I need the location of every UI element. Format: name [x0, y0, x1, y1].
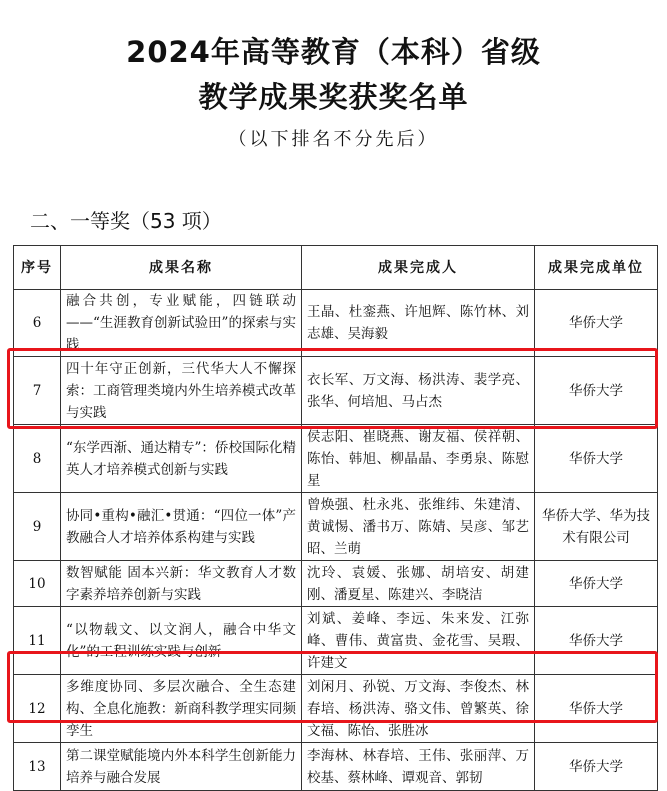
- table-row: [14, 675, 658, 743]
- row-unit: 华侨大学、华为技术有限公司: [535, 493, 658, 561]
- row-people: 刘斌、姜峰、李远、朱来发、江弥峰、曹伟、黄富贵、金花雪、吴瑕、许建文: [302, 607, 535, 675]
- row-achievement-name: “东学西渐、通达精专”：侨校国际化精英人才培养模式创新与实践: [61, 425, 302, 493]
- page-title-line2: 教学成果奖获奖名单: [198, 80, 469, 114]
- table-row: [14, 493, 658, 561]
- section-heading: 二、一等奖（53 项）: [30, 209, 222, 233]
- row-people: 李海林、林春培、王伟、张丽萍、万校基、蔡林峰、谭观音、郭韧: [302, 743, 535, 791]
- row-people: 沈玲、袁媛、张娜、胡培安、胡建刚、潘夏星、陈建兴、李晓洁: [302, 561, 535, 607]
- row-people: 侯志阳、崔晓燕、谢友福、侯祥朝、陈怡、韩旭、柳晶晶、李勇泉、陈慰星: [302, 425, 535, 493]
- row-people: 衣长军、万文海、杨洪涛、裴学亮、张华、何培旭、马占杰: [302, 357, 535, 425]
- row-no: 10: [14, 561, 61, 607]
- page-title-line1: 2024年高等教育（本科）省级: [126, 35, 541, 69]
- row-achievement-name: 第二课堂赋能境内外本科学生创新能力培养与融合发展: [61, 743, 302, 791]
- table-row: [14, 743, 658, 791]
- table-row: [14, 425, 658, 493]
- row-no: 11: [14, 607, 61, 675]
- row-unit: 华侨大学: [535, 425, 658, 493]
- table-row: [14, 357, 658, 425]
- row-no: 12: [14, 675, 61, 743]
- col-header-name: 成果名称: [61, 246, 302, 290]
- row-unit: 华侨大学: [535, 675, 658, 743]
- row-people: 王晶、杜銮燕、许旭辉、陈竹林、刘志雄、吴海毅: [302, 290, 535, 357]
- row-no: 6: [14, 290, 61, 357]
- row-no: 9: [14, 493, 61, 561]
- row-no: 8: [14, 425, 61, 493]
- row-achievement-name: 数智赋能 固本兴新：华文教育人才数字素养培养创新与实践: [61, 561, 302, 607]
- table-row: [14, 561, 658, 607]
- row-unit: 华侨大学: [535, 561, 658, 607]
- row-unit: 华侨大学: [535, 743, 658, 791]
- row-achievement-name: 四十年守正创新，三代华大人不懈探索：工商管理类境内外生培养模式改革与实践: [61, 357, 302, 425]
- award-table: [13, 245, 658, 791]
- row-people: 刘闲月、孙锐、万文海、李俊杰、林春培、杨洪涛、骆文伟、曾繁英、徐文福、陈怡、张胜冰: [302, 675, 535, 743]
- row-people: 曾焕强、杜永兆、张维纬、朱建清、黄诚惕、潘书万、陈婧、吴彦、邹艺昭、兰萌: [302, 493, 535, 561]
- row-achievement-name: 多维度协同、多层次融合、全生态建构、全息化施教：新商科教学理实同频孪生: [61, 675, 302, 743]
- col-header-no: 序号: [14, 246, 61, 290]
- page-subtitle: （以下排名不分先后）: [228, 129, 439, 150]
- row-unit: 华侨大学: [535, 607, 658, 675]
- col-header-people: 成果完成人: [302, 246, 535, 290]
- row-achievement-name: 协同•重构•融汇•贯通：“四位一体”产教融合人才培养体系构建与实践: [61, 493, 302, 561]
- table-row: [14, 290, 658, 357]
- row-no: 13: [14, 743, 61, 791]
- row-unit: 华侨大学: [535, 290, 658, 357]
- col-header-unit: 成果完成单位: [535, 246, 658, 290]
- table-header-row: [14, 246, 658, 290]
- row-achievement-name: 融合共创，专业赋能，四链联动——“生涯教育创新试验田”的探索与实践: [61, 290, 302, 357]
- row-unit: 华侨大学: [535, 357, 658, 425]
- row-achievement-name: “以物载文、以文润人，融合中华文化”的工程训练实践与创新: [61, 607, 302, 675]
- row-no: 7: [14, 357, 61, 425]
- table-row: [14, 607, 658, 675]
